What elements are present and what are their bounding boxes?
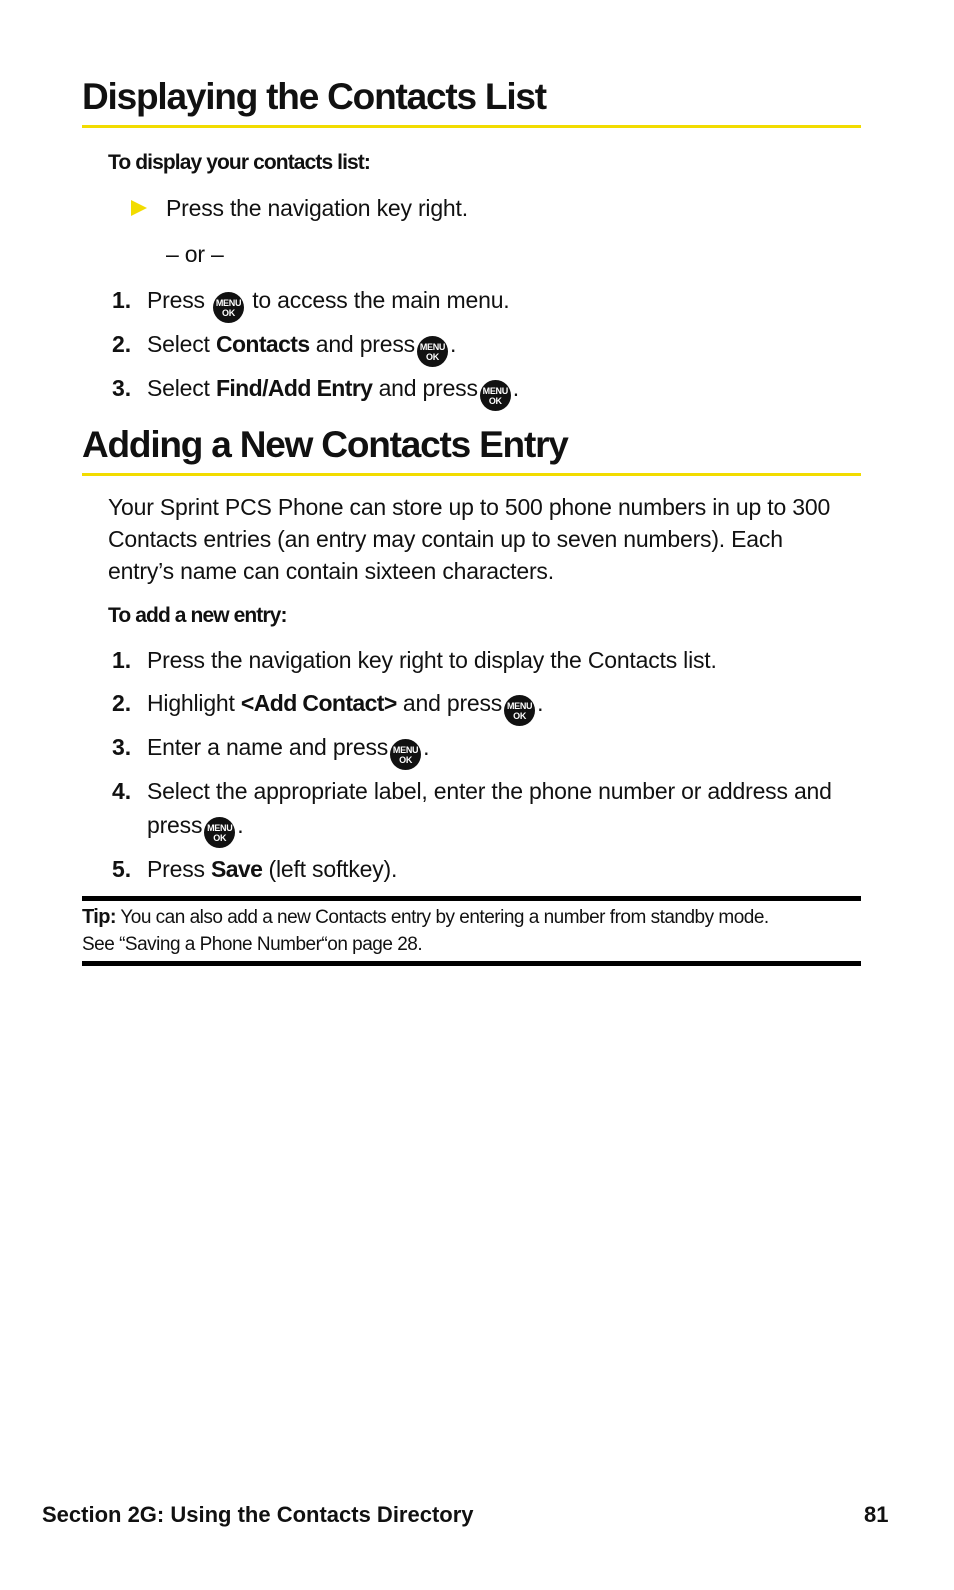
step-bold: Save <box>211 856 263 882</box>
step-number: 4. <box>112 778 132 804</box>
intro-line: Your Sprint PCS Phone can store up to 500 phone numbers in up to 300 <box>108 494 831 520</box>
tip-label: Tip: <box>82 906 116 928</box>
or-separator: – or – <box>166 241 224 267</box>
subhead-display: To display your contacts list: <box>108 151 370 174</box>
step-text: Press the navigation key right to display the Contacts list. <box>147 647 717 673</box>
step-number: 3. <box>112 734 132 760</box>
intro-paragraph <box>108 491 858 587</box>
step-number: 2. <box>112 690 132 716</box>
step-text <box>147 692 543 726</box>
tip-line: See “Saving a Phone Number“on page 28. <box>82 934 423 955</box>
step-text-pre: Press <box>147 856 205 882</box>
step-text <box>147 289 509 323</box>
step-bold: Contacts <box>215 331 310 357</box>
tip-text: You can also add a new Contacts entry by entering a number from standby mode. <box>120 907 769 928</box>
step-text <box>147 736 429 770</box>
step-bold: <Add Contact> <box>240 690 397 716</box>
step-number: 5. <box>112 856 132 882</box>
step-text-post: (left softkey). <box>268 856 398 882</box>
step-number: 1. <box>112 287 132 313</box>
step-text-post: . <box>537 690 544 716</box>
step-text <box>147 377 519 411</box>
tip-bottom-rule <box>82 961 861 966</box>
tip-top-rule <box>82 896 861 901</box>
tip-line <box>82 904 861 931</box>
section-title-displaying: Displaying the Contacts List <box>82 76 546 117</box>
title-underline <box>82 473 861 476</box>
step-text <box>147 858 397 881</box>
step-text: Select the appropriate label, enter the phone number or address and <box>147 778 832 804</box>
menu-ok-key-icon: MENU OK <box>390 739 421 770</box>
step-text-mid: and press <box>402 690 503 716</box>
tip-box <box>82 904 861 958</box>
section-title-adding: Adding a New Contacts Entry <box>82 424 568 465</box>
step-text <box>147 333 456 367</box>
step-number: 3. <box>112 375 132 401</box>
menu-ok-key-icon: MENU OK <box>213 292 244 323</box>
step-text-pre: Select <box>147 375 210 401</box>
step-text-pre: Press <box>147 287 205 313</box>
bullet-text: Press the navigation key right. <box>166 195 468 221</box>
step-text-pre: Highlight <box>147 690 235 716</box>
title-underline <box>82 125 861 128</box>
intro-line: Contacts entries (an entry may contain up to seven numbers). Each <box>108 526 783 552</box>
bullet-arrow-icon <box>131 200 147 216</box>
step-bold: Find/Add Entry <box>215 375 373 401</box>
step-text-pre: Select <box>147 331 210 357</box>
menu-ok-key-icon: MENU OK <box>504 695 535 726</box>
step-text-pre: press <box>147 812 203 838</box>
step-number: 1. <box>112 647 132 673</box>
step-text-cont <box>147 814 243 848</box>
step-text-post: to access the main menu. <box>252 287 510 313</box>
menu-ok-key-icon: MENU OK <box>480 380 511 411</box>
step-text-mid: and press <box>315 331 415 357</box>
step-text-mid: and press <box>378 375 478 401</box>
step-text-post: . <box>449 331 457 357</box>
menu-ok-key-icon: MENU OK <box>204 817 235 848</box>
step-text-post: . <box>512 375 519 401</box>
page-number: 81 <box>864 1502 889 1527</box>
step-text-post: . <box>423 734 430 760</box>
intro-line: entry’s name can contain sixteen characters. <box>108 558 554 584</box>
footer-section: Section 2G: Using the Contacts Directory <box>42 1502 474 1527</box>
step-number: 2. <box>112 331 132 357</box>
subhead-add: To add a new entry: <box>108 604 287 627</box>
step-text-pre: Enter a name and press <box>147 734 389 760</box>
menu-ok-key-icon: MENU OK <box>417 336 448 367</box>
step-text-post: . <box>237 812 244 838</box>
